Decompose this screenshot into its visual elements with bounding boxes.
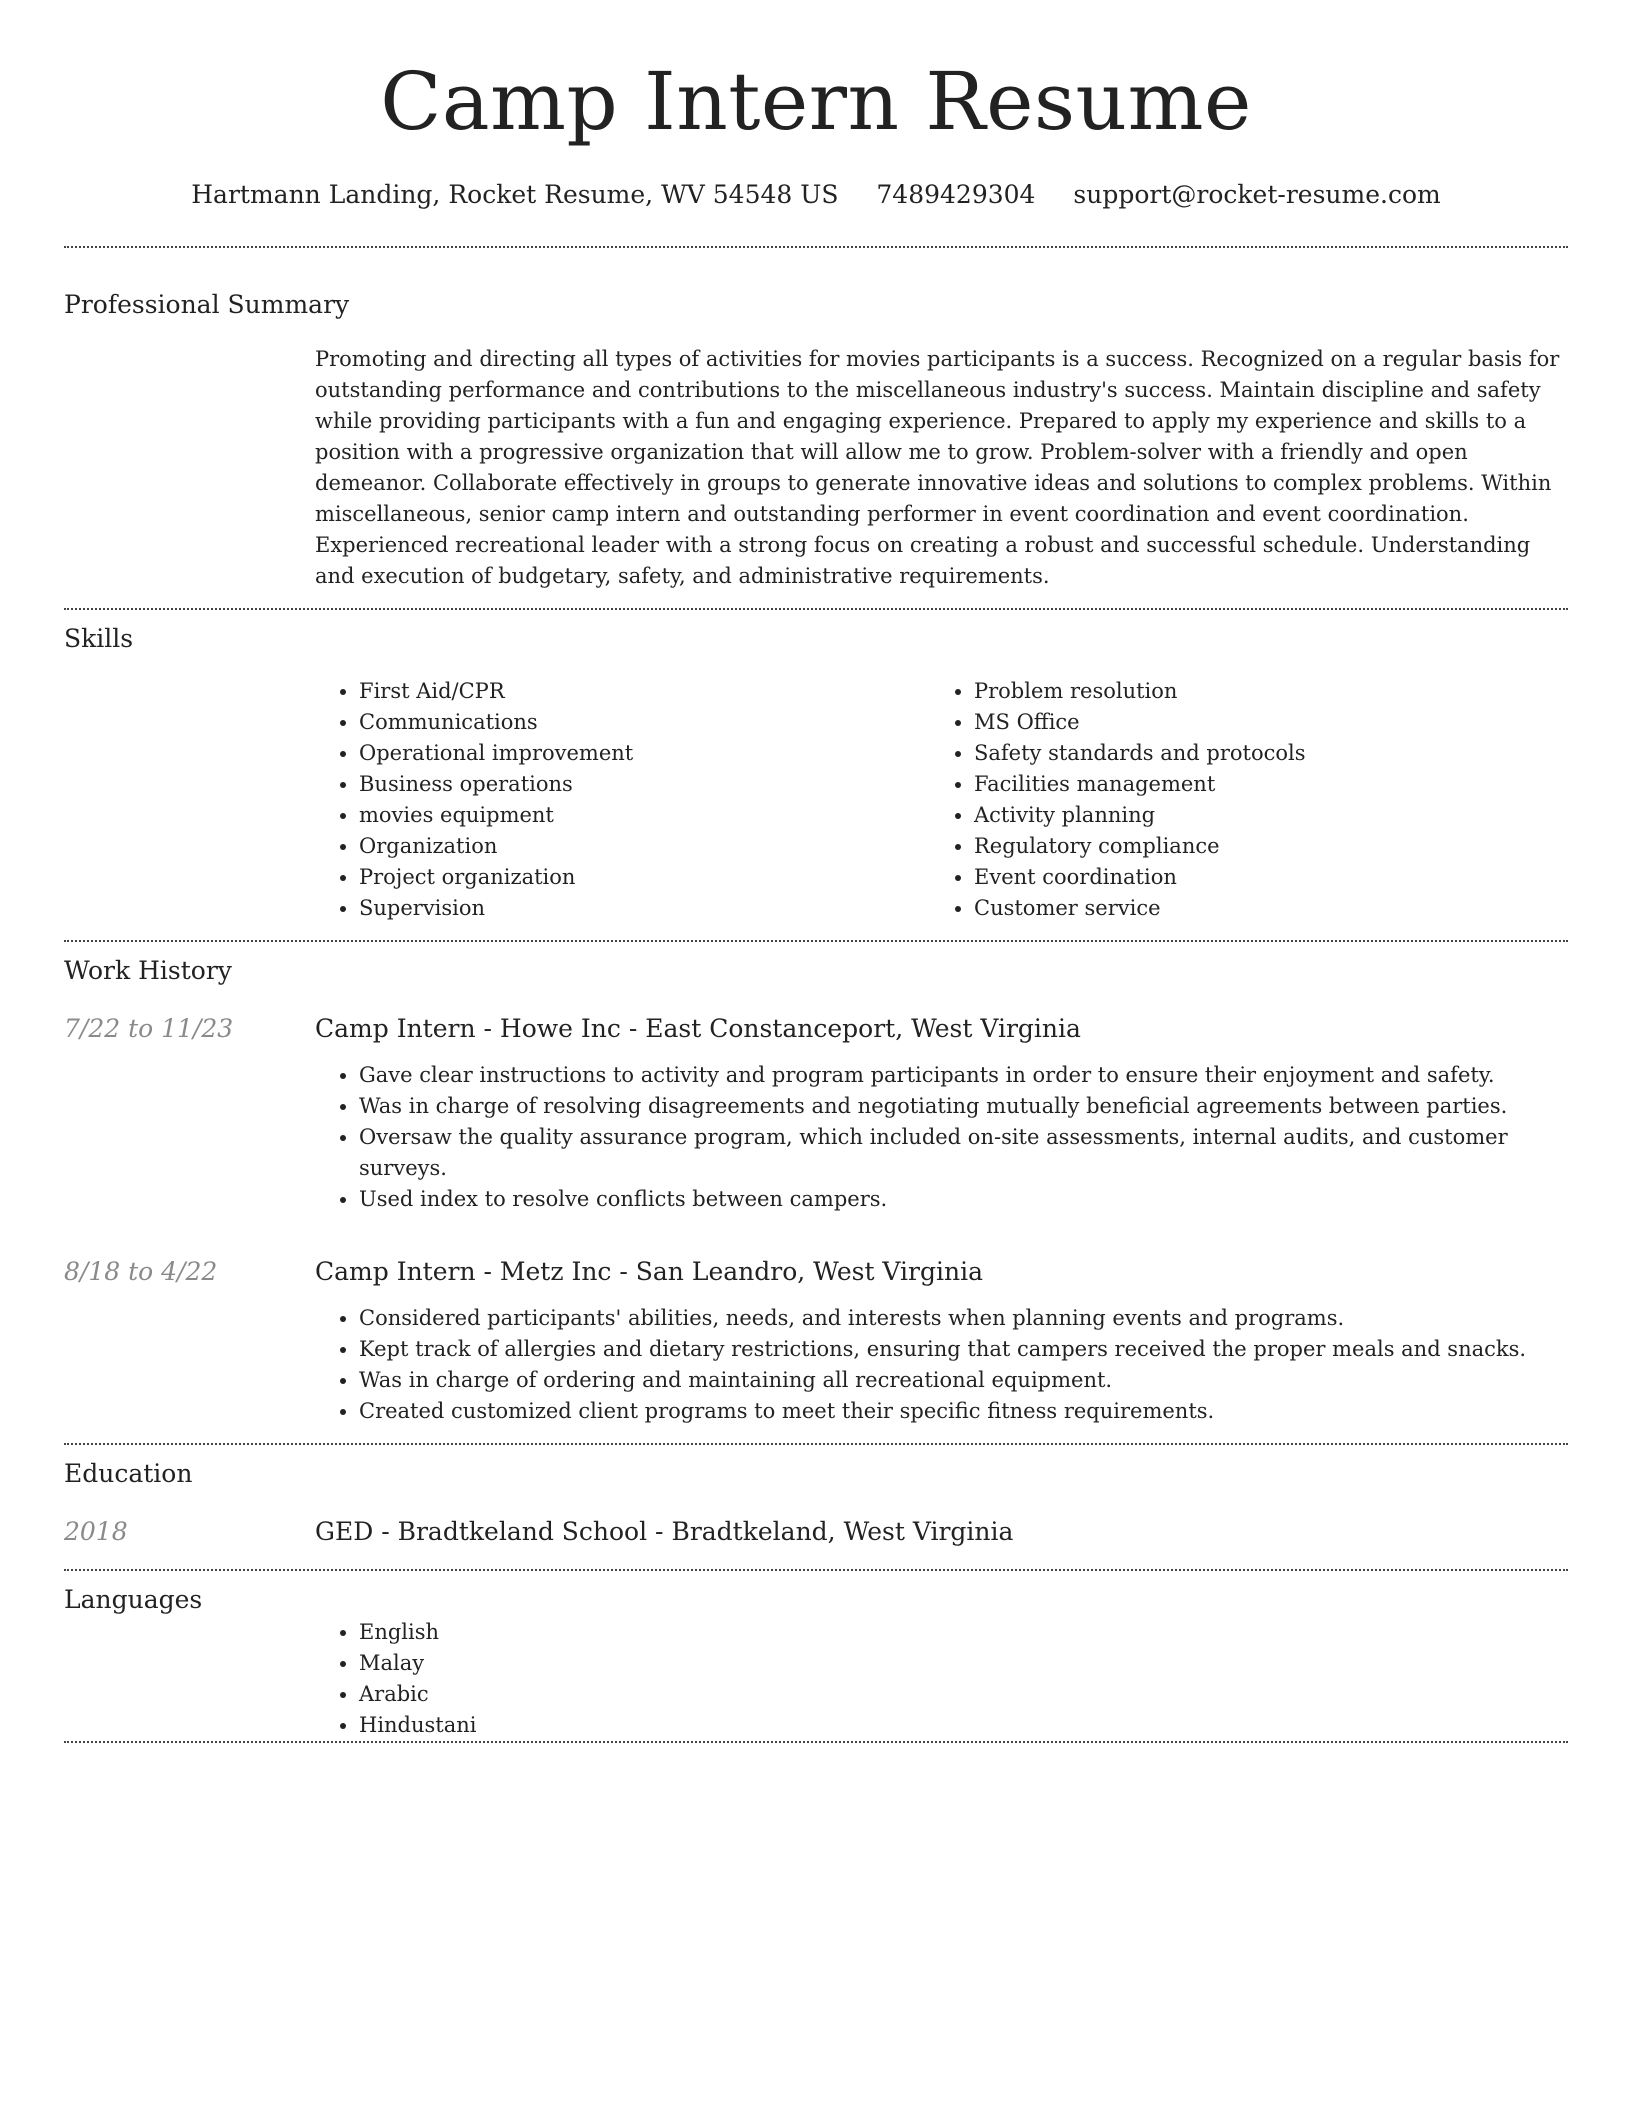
list-item: • Communications xyxy=(359,707,930,738)
education-year: 2018 xyxy=(64,1517,128,1546)
education-section xyxy=(64,1445,1568,1569)
list-item: • Gave clear instructions to activity and program participants in order to ensure their enjoyment and safety. xyxy=(359,1060,1568,1091)
education-entry xyxy=(64,1515,1568,1549)
skills-section xyxy=(64,610,1568,924)
list-item: • Regulatory compliance xyxy=(974,831,1545,862)
list-item: • Problem resolution xyxy=(974,676,1545,707)
list-item: • Oversaw the quality assurance program, which included on-site assessments, internal audits, and customer surveys. xyxy=(359,1122,1568,1184)
list-item: • Activity planning xyxy=(974,800,1545,831)
summary-heading: Professional Summary xyxy=(64,290,350,319)
job-title: Camp Intern - Metz Inc - San Leandro, West Virginia xyxy=(315,1257,983,1286)
list-item: • Malay xyxy=(359,1648,1568,1679)
list-item: • MS Office xyxy=(974,707,1545,738)
job-bullets xyxy=(315,1060,1568,1215)
list-item: • First Aid/CPR xyxy=(359,676,930,707)
divider xyxy=(64,1741,1568,1743)
list-item: • Facilities management xyxy=(974,769,1545,800)
page-title: Camp Intern Resume xyxy=(380,55,1252,148)
list-item: • movies equipment xyxy=(359,800,930,831)
languages-heading: Languages xyxy=(64,1585,203,1614)
list-item: • Hindustani xyxy=(359,1710,1568,1741)
list-item: • English xyxy=(359,1617,1568,1648)
list-item: • Kept track of allergies and dietary restrictions, ensuring that campers received the proper meals and snacks. xyxy=(359,1334,1568,1365)
list-item: • Supervision xyxy=(359,893,930,924)
list-item: • Customer service xyxy=(974,893,1545,924)
list-item: • Operational improvement xyxy=(359,738,930,769)
work-heading: Work History xyxy=(64,956,232,985)
list-item: • Used index to resolve conflicts between campers. xyxy=(359,1184,1568,1215)
list-item: • Considered participants' abilities, needs, and interests when planning events and programs. xyxy=(359,1303,1568,1334)
list-item: • Project organization xyxy=(359,862,930,893)
list-item: • Safety standards and protocols xyxy=(974,738,1545,769)
job-entry xyxy=(64,1012,1568,1046)
list-item: • Was in charge of ordering and maintaining all recreational equipment. xyxy=(359,1365,1568,1396)
education-heading: Education xyxy=(64,1459,193,1488)
list-item: • Organization xyxy=(359,831,930,862)
job-bullets xyxy=(315,1303,1568,1427)
skills-heading: Skills xyxy=(64,624,134,653)
languages-list xyxy=(315,1617,1568,1741)
list-item: • Was in charge of resolving disagreements and negotiating mutually beneficial agreements between parties. xyxy=(359,1091,1568,1122)
list-item: • Created customized client programs to meet their specific fitness requirements. xyxy=(359,1396,1568,1427)
work-section xyxy=(64,942,1568,1443)
contact-email: support@rocket-resume.com xyxy=(1073,180,1441,209)
summary-section xyxy=(64,248,1568,592)
job-dates: 7/22 to 11/23 xyxy=(64,1014,234,1043)
list-item: • Business operations xyxy=(359,769,930,800)
contact-phone: 7489429304 xyxy=(876,180,1036,209)
skills-column-left xyxy=(315,676,930,924)
job-title: Camp Intern - Howe Inc - East Constanceport, West Virginia xyxy=(315,1014,1081,1043)
list-item: • Arabic xyxy=(359,1679,1568,1710)
job-dates: 8/18 to 4/22 xyxy=(64,1257,218,1286)
education-degree: GED - Bradtkeland School - Bradtkeland, West Virginia xyxy=(315,1517,1014,1546)
languages-section xyxy=(64,1571,1568,1741)
list-item: • Event coordination xyxy=(974,862,1545,893)
contact-address: Hartmann Landing, Rocket Resume, WV 54548 US xyxy=(191,180,839,209)
skills-list xyxy=(315,676,1568,924)
summary-text: Promoting and directing all types of activities for movies participants is a success. Recognized on a regular basis for outstanding performance and contributions to the miscellaneous industry's success. Maintain discipline and safety while providing participants with a fun and engaging experience. Prepared to apply my experience and skills to a position with a progressive organization that will allow me to grow. Problem-solver with a friendly and open demeanor. Collaborate effectively in groups to generate innovative ideas and solutions to complex problems. Within miscellaneous, senior camp intern and outstanding performer in event coordination and event coordination. Experienced recreational leader with a strong focus on creating a robust and successful schedule. Understanding and execution of budgetary, safety, and administrative requirements. xyxy=(315,347,1560,588)
contact-info xyxy=(64,178,1568,212)
job-entry xyxy=(64,1255,1568,1289)
skills-column-right xyxy=(930,676,1545,924)
